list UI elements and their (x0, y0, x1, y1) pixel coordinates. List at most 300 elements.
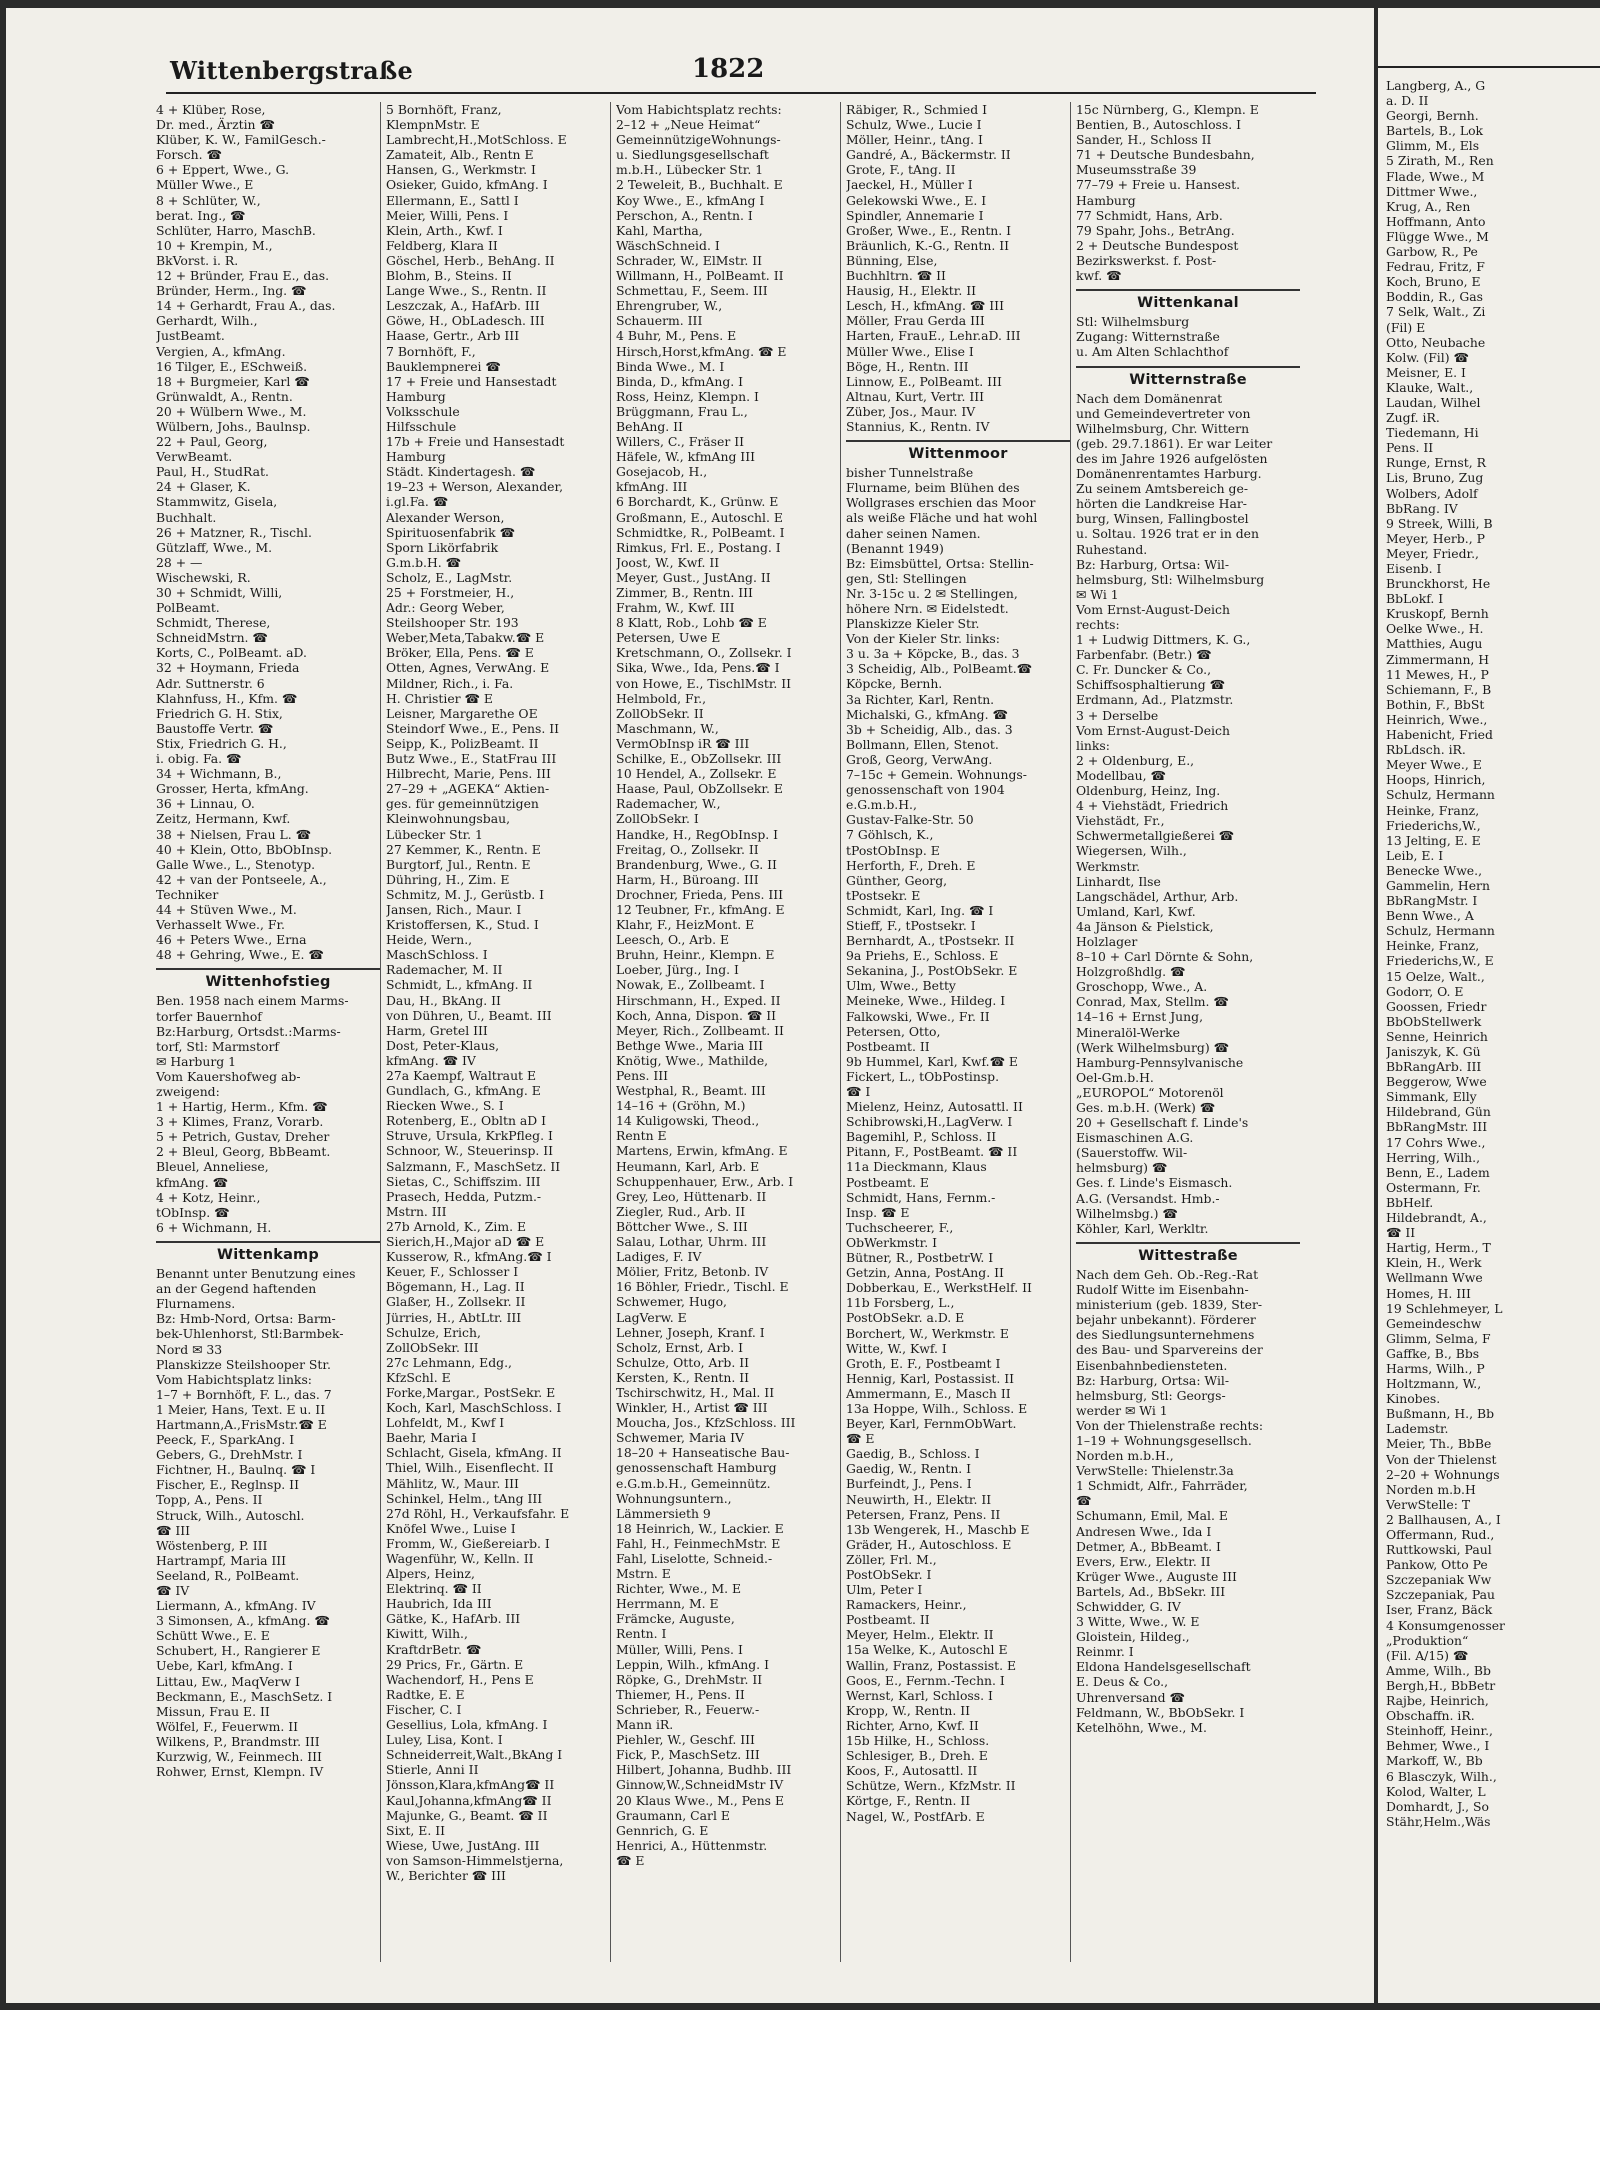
directory-entry: Wülbern, Johs., Baulnsp. (156, 418, 311, 434)
directory-entry: Klüber, K. W., FamilGesch.- (156, 132, 326, 148)
next-page-entry: Benecke Wwe., (1386, 862, 1483, 878)
next-page-entry: Obschaffn. iR. (1386, 1708, 1475, 1724)
directory-entry: Schmidt, Therese, (156, 615, 271, 631)
directory-entry: Seeland, R., PolBeamt. (156, 1567, 300, 1583)
directory-entry: Hartmann,A.,FrisMstr.☎ E (156, 1416, 327, 1432)
directory-entry: Lehner, Joseph, Kranf. I (616, 1324, 765, 1340)
directory-entry: E. Deus & Co., (1076, 1674, 1169, 1690)
directory-entry: „EUROPOL“ Motorenöl (1076, 1084, 1224, 1100)
directory-entry: torfer Bauernhof (156, 1008, 262, 1024)
next-page-entry: Meier, Th., BbBe (1386, 1436, 1492, 1452)
directory-entry: Köhler, Karl, Werkltr. (1076, 1220, 1209, 1236)
directory-entry: Winkler, H., Artist ☎ III (616, 1400, 768, 1416)
directory-entry: 8 + Schlüter, W., (156, 192, 261, 208)
next-page-entry: 9 Streek, Willi, B (1386, 515, 1493, 531)
directory-entry: Burfeindt, J., Pens. I (846, 1476, 972, 1492)
next-page-entry: Harms, Wilh., P (1386, 1360, 1485, 1376)
next-page-entry: Benn, E., Ladem (1386, 1164, 1490, 1180)
directory-entry: Gätke, K., HafArb. III (386, 1611, 521, 1627)
directory-entry: Conrad, Max, Stellm. ☎ (1076, 994, 1229, 1010)
directory-entry: Möller, Heinr., tAng. I (846, 132, 983, 148)
next-page-entry: Otto, Neubache (1386, 334, 1486, 350)
next-page-entry: Kolw. (Fil) ☎ (1386, 349, 1469, 365)
directory-entry: Vom Ernst-August-Deich (1076, 601, 1230, 617)
directory-entry: Harm, H., Büroang. III (616, 871, 759, 887)
directory-entry: Groß, Georg, VerwAng. (846, 751, 993, 767)
directory-entry: 4 Buhr, M., Pens. E (616, 328, 737, 344)
next-page-entry: Fedrau, Fritz, F (1386, 259, 1485, 275)
next-page-entry: Bergh,H., BbBetr (1386, 1677, 1496, 1693)
directory-entry: 3 + Klimes, Franz, Vorarb. (156, 1114, 324, 1130)
directory-entry: Jönsson,Klara,kfmAng☎ II (386, 1777, 555, 1793)
directory-entry: 17 + Freie und Hansestadt (386, 373, 557, 389)
directory-entry: Schumann, Emil, Mal. E (1076, 1508, 1228, 1524)
directory-entry: Lohfeldt, M., Kwf I (386, 1415, 505, 1431)
next-page-entry: Schulz, Hermann (1386, 923, 1495, 939)
directory-entry: Ulm, Peter I (846, 1582, 923, 1598)
directory-entry: Schütze, Wern., KfzMstr. II (846, 1778, 1016, 1794)
directory-entry: 18–20 + Hanseatische Bau- (616, 1445, 790, 1461)
directory-entry: Schubert, H., Rangierer E (156, 1643, 321, 1659)
directory-entry: höhere Nrn. ✉ Eidelstedt. (846, 601, 1009, 616)
directory-entry: Freitag, O., Zollsekr. II (616, 841, 759, 857)
directory-entry: ☎ IV (156, 1583, 190, 1598)
next-page-entry: Benn Wwe., A (1386, 908, 1474, 924)
directory-entry: Feldberg, Klara II (386, 237, 498, 253)
next-page-entry: Laudan, Wilhel (1386, 394, 1481, 410)
directory-entry: Groschopp, Wwe., A. (1076, 979, 1208, 995)
next-page-entry: BbRangArb. III (1386, 1059, 1482, 1075)
directory-entry: torf, Stl: Marmstorf (156, 1038, 279, 1054)
directory-entry: Jansen, Rich., Maur. I (386, 901, 522, 917)
directory-entry: 20 + Wülbern Wwe., M. (156, 403, 307, 419)
next-page-entry: Domhardt, J., So (1386, 1798, 1489, 1814)
next-page-entry: Szczepaniak, Pau (1386, 1587, 1495, 1603)
directory-entry: des Siedlungsunternehmens (1076, 1327, 1255, 1343)
directory-entry: Friedrich G. H. Stix, (156, 705, 283, 721)
directory-entry: H. Christier ☎ E (386, 690, 493, 706)
directory-entry: Grey, Leo, Hüttenarb. II (616, 1188, 767, 1204)
directory-entry: 7–15c + Gemein. Wohnungs- (846, 767, 1027, 783)
directory-entry: Michalski, G., kfmAng. ☎ (846, 706, 1008, 722)
directory-entry: 1–7 + Bornhöft, F. L., das. 7 (156, 1386, 332, 1402)
directory-entry: Schütt Wwe., E. E (156, 1628, 270, 1644)
directory-entry: Eismaschinen A.G. (1076, 1130, 1194, 1146)
directory-entry: Sika, Wwe., Ida, Pens.☎ I (616, 660, 780, 676)
directory-entry: Lange Wwe., S., Rentn. II (386, 283, 547, 299)
directory-entry: tPostObInsp. E (846, 842, 940, 858)
directory-entry: Wiegersen, Wilh., (1076, 843, 1187, 859)
directory-entry: Prasech, Hedda, Putzm.- (386, 1188, 542, 1204)
directory-entry: 10 Hendel, A., Zollsekr. E (616, 766, 777, 782)
directory-entry: Jürries, H., AbtLtr. III (386, 1309, 522, 1325)
directory-entry: Kusserow, R., kfmAng.☎ I (386, 1249, 552, 1265)
next-page-entry: BbRangMstr. I (1386, 893, 1478, 909)
next-page-entry: (Fil. A/15) ☎ (1386, 1647, 1469, 1663)
directory-entry: 5 Bornhöft, Franz, (386, 102, 502, 117)
directory-entry: Schrader, W., ElMstr. II (616, 252, 763, 268)
directory-entry: Feldmann, W., BbObSekr. I (1076, 1704, 1245, 1720)
directory-entry: werder ✉ Wi 1 (1076, 1402, 1168, 1418)
directory-entry: Volksschule (386, 403, 460, 419)
directory-entry: 77–79 + Freie u. Hansest. (1076, 177, 1241, 193)
directory-entry: Detmer, A., BbBeamt. I (1076, 1538, 1221, 1554)
directory-entry: Wischewski, R. (156, 569, 251, 585)
directory-entry: VerwBeamt. (156, 449, 233, 465)
next-page-entry: Gaffke, B., Bbs (1386, 1345, 1480, 1361)
directory-entry: Postbeamt. II (846, 1038, 930, 1054)
directory-entry: ministerium (geb. 1839, Ster- (1076, 1297, 1263, 1313)
directory-entry: Mählitz, W., Maur. III (386, 1475, 519, 1491)
directory-entry: von Howe, E., TischlMstr. II (616, 675, 792, 691)
directory-entry: Hirschmann, H., Exped. II (616, 992, 781, 1008)
directory-entry: Bräunlich, K.-G., Rentn. II (846, 237, 1010, 253)
directory-entry: bejahr unbekannt). Förderer (1076, 1312, 1256, 1328)
directory-entry: 71 + Deutsche Bundesbahn, (1076, 147, 1255, 163)
directory-entry: Kropp, W., Rentn. II (846, 1702, 971, 1718)
next-page-header-rule (1378, 66, 1600, 68)
next-page-entry: 6 Blasczyk, Wilh., (1386, 1768, 1497, 1784)
directory-entry: (Werk Wilhelmsburg) ☎ (1076, 1039, 1230, 1055)
directory-entry: Hansen, G., Werkmstr. I (386, 162, 536, 178)
directory-entry: Piehler, W., Geschf. III (616, 1732, 755, 1748)
directory-entry: Großmann, E., Autoschl. E (616, 509, 783, 525)
directory-entry: Lambrecht,H.,MotSchloss. E (386, 132, 567, 148)
directory-entry: Schmidt, L., kfmAng. II (386, 977, 533, 993)
directory-entry: Gesellius, Lola, kfmAng. I (386, 1717, 548, 1733)
directory-entry: 14–16 + Ernst Jung, (1076, 1009, 1204, 1025)
directory-entry: Fahl, Liselotte, Schneid.- (616, 1551, 773, 1566)
directory-entry: Scholz, E., LagMstr. (386, 569, 513, 585)
next-page-entry: Boddin, R., Gas (1386, 289, 1484, 305)
directory-entry: Weber,Meta,Tabakw.☎ E (386, 630, 545, 646)
directory-entry: Scholz, Ernst, Arb. I (616, 1339, 743, 1355)
next-page-entry: Krug, A., Ren (1386, 198, 1471, 214)
directory-entry: links: (1076, 737, 1110, 753)
directory-entry: 13b Wengerek, H., Maschb E (846, 1521, 1030, 1537)
directory-entry: Ulm, Wwe., Betty (846, 978, 956, 994)
directory-entry: Goos, E., Fernm.-Techn. I (846, 1672, 1005, 1688)
directory-entry: Hilbrecht, Marie, Pens. III (386, 766, 551, 782)
directory-entry: Klahr, F., HeizMont. E (616, 917, 755, 933)
next-page-entry: Rajbe, Heinrich, (1386, 1693, 1489, 1709)
next-page-entry: Steinhoff, Heinr., (1386, 1723, 1493, 1739)
street-heading: Wittenkanal (1076, 289, 1300, 311)
directory-entry: Elektrinq. ☎ II (386, 1581, 482, 1597)
directory-entry: kfmAng. III (616, 479, 688, 495)
directory-entry: Thiemer, H., Pens. II (616, 1686, 745, 1702)
directory-entry: helmsburg) ☎ (1076, 1160, 1168, 1176)
directory-entry: Adr.: Georg Weber, (386, 600, 505, 616)
directory-entry: Fromm, W., Gießereiarb. I (386, 1535, 550, 1551)
directory-entry: Wagenführ, W., Kelln. II (386, 1551, 534, 1566)
directory-entry: Beyer, Karl, FernmObWart. (846, 1416, 1017, 1432)
directory-entry: e.G.m.b.H., Gemeinnütz. (616, 1475, 771, 1491)
directory-entry: 2 + Deutsche Bundespost (1076, 237, 1239, 253)
directory-entry: Schlacht, Gisela, kfmAng. II (386, 1445, 562, 1461)
directory-entry: 4 + Viehstädt, Friedrich (1076, 798, 1229, 814)
next-page-entry: Godorr, O. E (1386, 983, 1464, 999)
directory-entry: 15b Hilke, H., Schloss. (846, 1733, 990, 1749)
directory-entry: Bagemihl, P., Schloss. II (846, 1129, 997, 1145)
next-page-entry: Langberg, A., G (1386, 78, 1486, 93)
directory-entry: Gerhardt, Wilh., (156, 313, 258, 329)
directory-entry: ZollObSekr. III (386, 1339, 479, 1355)
next-page-entry: Brunckhorst, He (1386, 576, 1491, 592)
next-page-entry: RbLdsch. iR. (1386, 742, 1466, 758)
directory-entry: 6 Borchardt, K., Grünw. E (616, 494, 779, 510)
directory-entry: Galle Wwe., L., Stenotyp. (156, 856, 316, 872)
directory-entry: Wachendorf, H., Pens E (386, 1671, 534, 1687)
next-page-entry: Meisner, E. I (1386, 364, 1466, 380)
directory-entry: Kiwitt, Wilh., (386, 1626, 468, 1642)
directory-entry: (Sauerstoffw. Wil- (1076, 1145, 1188, 1161)
directory-entry: 2 + Oldenburg, E., (1076, 752, 1195, 768)
directory-entry: Gräder, H., Autoschloss. E (846, 1536, 1012, 1552)
directory-entry: an der Gegend haftenden (156, 1281, 317, 1297)
directory-entry: Tuchscheerer, F., (846, 1219, 954, 1235)
directory-entry: Bartels, Ad., BbSekr. III (1076, 1583, 1226, 1599)
directory-entry: 3 + Derselbe (1076, 707, 1159, 723)
directory-entry: Röpke, G., DrehMstr. II (616, 1671, 763, 1687)
next-page-entry: Bothin, F., BbSt (1386, 696, 1485, 712)
directory-entry: ZollObSekr. II (616, 705, 704, 721)
next-page-entry: Dittmer Wwe., (1386, 183, 1478, 199)
directory-entry: Luley, Lisa, Kont. I (386, 1732, 503, 1748)
directory-entry: Uhrenversand ☎ (1076, 1689, 1185, 1705)
directory-entry: burg, Winsen, Fallingbostel (1076, 511, 1249, 527)
directory-entry: Mstrn. III (386, 1203, 447, 1219)
directory-entry: Seipp, K., PolizBeamt. II (386, 735, 539, 751)
directory-entry: Salau, Lothar, Uhrm. III (616, 1234, 767, 1250)
directory-entry: 1 Meier, Hans, Text. E u. II (156, 1401, 326, 1417)
directory-entry: Farbenfabr. (Betr.) ☎ (1076, 647, 1212, 663)
directory-entry: A.G. (Versandst. Hmb.- (1076, 1190, 1220, 1206)
directory-entry: Koch, Anna, Dispon. ☎ II (616, 1007, 777, 1023)
directory-entry: Stl: Wilhelmsburg (1076, 314, 1190, 330)
directory-entry: Müller, Willi, Pens. I (616, 1641, 743, 1657)
directory-entry: 12 + Bründer, Frau E., das. (156, 268, 330, 284)
directory-entry: bek-Uhlenhorst, Stl:Barmbek- (156, 1326, 344, 1342)
directory-entry: Bollmann, Ellen, Stenot. (846, 736, 999, 752)
directory-entry: Henrici, A., Hüttenmstr. (616, 1837, 768, 1853)
column-1 (156, 102, 380, 1962)
directory-entry: Rimkus, Frl. E., Postang. I (616, 539, 781, 555)
directory-entry: W., Berichter ☎ III (386, 1867, 506, 1883)
directory-entry: PostObSekr. a.D. E (846, 1310, 965, 1326)
directory-entry: 4a Jänson & Pielstick, (1076, 918, 1214, 934)
directory-entry: PostObSekr. I (846, 1567, 932, 1582)
directory-entry: Zu seinem Amtsbereich ge- (1076, 481, 1249, 497)
directory-entry: Moucha, Jos., KfzSchloss. III (616, 1415, 796, 1431)
next-page-entry: Goossen, Friedr (1386, 998, 1487, 1014)
directory-entry: Dobberkau, E., WerkstHelf. II (846, 1280, 1032, 1296)
directory-entry: Spindler, Annemarie I (846, 207, 984, 223)
directory-entry: des Bau- und Sparvereins der (1076, 1342, 1263, 1358)
directory-entry: Baustoffe Vertr. ☎ (156, 720, 274, 736)
next-page-column (1386, 78, 1600, 1829)
directory-entry: 24 + Glaser, K. (156, 479, 251, 495)
directory-entry: e.G.m.b.H., (846, 797, 917, 813)
directory-entry: 20 Klaus Wwe., M., Pens E (616, 1792, 785, 1808)
directory-entry: ✉ Harburg 1 (156, 1053, 237, 1069)
directory-entry: gen, Stl: Stellingen (846, 570, 967, 586)
directory-entry: 4 + Kotz, Heinr., (156, 1189, 261, 1205)
directory-entry: Leszczak, A., HafArb. III (386, 298, 540, 314)
directory-entry: Borchert, W., Werkmstr. E (846, 1325, 1009, 1341)
directory-entry: Gustav-Falke-Str. 50 (846, 812, 974, 828)
directory-entry: 79 Spahr, Johs., BetrAng. (1076, 222, 1235, 238)
directory-entry: Helmbold, Fr., (616, 690, 707, 706)
directory-entry: Schulze, Otto, Arb. II (616, 1354, 750, 1370)
directory-entry: Schuppenhauer, Erw., Arb. I (616, 1173, 794, 1189)
directory-entry: 17b + Freie und Hansestadt (386, 434, 565, 450)
directory-entry: Bleuel, Anneliese, (156, 1159, 269, 1175)
directory-entry: Böge, H., Rentn. III (846, 358, 969, 374)
directory-entry: VerwStelle: Thielenstr.3a (1076, 1463, 1234, 1479)
directory-entry: Knötig, Wwe., Mathilde, (616, 1052, 769, 1068)
directory-entry: Postbeamt. E (846, 1174, 929, 1190)
directory-entry: Topp, A., Pens. II (156, 1492, 263, 1508)
directory-entry: Kaul,Johanna,kfmAng☎ II (386, 1792, 552, 1808)
directory-entry: Zamateit, Alb., Rentn E (386, 147, 534, 163)
next-page-entry: Markoff, W., Bb (1386, 1753, 1483, 1769)
next-page-entry: „Produktion“ (1386, 1632, 1469, 1648)
directory-entry: Rohwer, Ernst, Klempn. IV (156, 1764, 324, 1780)
directory-entry: Buchhalt. (156, 509, 217, 525)
directory-entry: Sander, H., Schloss II (1076, 132, 1212, 148)
directory-entry: Gebers, G., DrehMstr. I (156, 1447, 303, 1463)
directory-entry: Drochner, Frieda, Pens. III (616, 886, 784, 902)
column-divider (840, 102, 841, 1962)
directory-entry: Struve, Ursula, KrkPfleg. I (386, 1128, 553, 1144)
directory-entry: Wilhelmsbg.) ☎ (1076, 1205, 1178, 1221)
directory-entry: ☎ I (846, 1084, 871, 1099)
directory-entry: Gandré, A., Bäckermstr. II (846, 147, 1011, 163)
directory-entry: Lämmersieth 9 (616, 1505, 711, 1521)
directory-entry: Brandenburg, Wwe., G. II (616, 856, 777, 872)
directory-entry: Von der Kieler Str. links: (846, 631, 1000, 647)
directory-entry: Neuwirth, H., Elektr. II (846, 1491, 992, 1507)
directory-entry: 16 Böhler, Friedr., Tischl. E (616, 1279, 789, 1295)
directory-entry: JustBeamt. (156, 328, 225, 344)
directory-entry: helmsburg, Stl: Wilhelmsburg (1076, 571, 1265, 587)
directory-entry: Rudolf Witte im Eisenbahn- (1076, 1282, 1249, 1298)
next-page-entry: Kruskopf, Bernh (1386, 606, 1489, 622)
directory-entry: Binda Wwe., M. I (616, 358, 725, 374)
next-page-entry: 4 Konsumgenosser (1386, 1617, 1505, 1633)
directory-entry: 28 + — (156, 554, 203, 570)
directory-entry: Frahm, W., Kwf. III (616, 600, 735, 616)
directory-entry: Handke, H., RegObInsp. I (616, 826, 779, 842)
directory-entry: 1–19 + Wohnungsgesellsch. (1076, 1432, 1252, 1448)
directory-entry: Rademacher, M. II (386, 962, 503, 978)
directory-entry: Mildner, Rich., i. Fa. (386, 675, 514, 691)
directory-entry: Ben. 1958 nach einem Marms- (156, 993, 349, 1009)
directory-entry: PolBeamt. (156, 600, 220, 616)
directory-entry: Lesch, H., kfmAng. ☎ III (846, 298, 1004, 314)
directory-entry: Hilfsschule (386, 418, 457, 434)
directory-entry: Rotenberg, E., Obltn aD I (386, 1113, 547, 1129)
directory-entry: 27 Kemmer, K., Rentn. E (386, 841, 541, 857)
directory-entry: Steindorf Wwe., E., Pens. II (386, 720, 560, 736)
directory-entry: 34 + Wichmann, B., (156, 766, 282, 782)
directory-entry: Verhasselt Wwe., Fr. (156, 917, 285, 933)
directory-entry: hörten die Landkreise Har- (1076, 496, 1247, 512)
directory-entry: SchneidMstrn. ☎ (156, 630, 268, 646)
next-page-entry: Friederichs,W., (1386, 817, 1481, 833)
directory-entry: Wöstenberg, P. III (156, 1537, 268, 1553)
directory-entry: Radtke, E. E (386, 1686, 465, 1702)
directory-entry: als weiße Fläche und hat wohl (846, 510, 1038, 526)
directory-entry: 6 + Eppert, Wwe., G. (156, 162, 290, 178)
directory-entry: Kristoffersen, K., Stud. I (386, 917, 539, 933)
street-heading: Wittenmoor (846, 440, 1070, 462)
directory-entry: Thiel, Wilh., Eisenflecht. II (386, 1460, 554, 1476)
directory-entry: Kleinwohnungsbau, (386, 811, 511, 827)
directory-entry: Postbeamt. II (846, 1612, 930, 1628)
directory-entry: MaschSchloss. I (386, 947, 488, 963)
next-page-entry: Beggerow, Wwe (1386, 1074, 1487, 1090)
directory-entry: Fischer, C. I (386, 1701, 462, 1717)
directory-entry: Alexander Werson, (386, 509, 505, 525)
directory-entry: 42 + van der Pontseele, A., (156, 871, 327, 887)
directory-entry: Forsch. ☎ (156, 147, 222, 163)
directory-entry: Nach dem Geh. Ob.-Reg.-Rat (1076, 1266, 1259, 1282)
directory-entry: Koos, F., Autosattl. II (846, 1763, 978, 1779)
directory-entry: Schulz, Wwe., Lucie I (846, 117, 982, 133)
next-page-entry: Schiemann, F., B (1386, 681, 1492, 697)
directory-entry: Glaßer, H., Zollsekr. II (386, 1294, 526, 1310)
directory-entry: 25 + Forstmeier, H., (386, 585, 515, 600)
directory-entry: 9a Priehs, E., Schloss. E (846, 948, 999, 964)
next-page-entry: Meyer, Friedr., (1386, 545, 1479, 561)
next-page-entry: 17 Cohrs Wwe., (1386, 1134, 1486, 1150)
directory-entry: Fichtner, H., Baulnq. ☎ I (156, 1462, 316, 1478)
next-page-entry: Janiszyk, K. Gü (1386, 1044, 1481, 1059)
directory-entry: BehAng. II (616, 418, 683, 434)
directory-entry: KraftdrBetr. ☎ (386, 1641, 482, 1657)
directory-entry: tObInsp. ☎ (156, 1204, 230, 1220)
directory-entry: C. Fr. Duncker & Co., (1076, 662, 1212, 678)
next-page-entry: Schulz, Hermann (1386, 787, 1495, 803)
directory-entry: 29 Prics, Fr., Gärtn. E (386, 1656, 524, 1672)
directory-entry: Struck, Wilh., Autoschl. (156, 1507, 305, 1523)
directory-entry: 13a Hoppe, Wilh., Schloss. E (846, 1400, 1028, 1416)
directory-entry: Göwe, H., ObLadesch. III (386, 313, 545, 329)
column-5 (1076, 102, 1300, 1962)
directory-entry: Petersen, Uwe E (616, 630, 721, 646)
directory-entry: Von der Thielenstraße rechts: (1076, 1417, 1264, 1433)
directory-entry: helmsburg, Stl: Georgs- (1076, 1387, 1226, 1403)
next-page-entry: Matthies, Augu (1386, 636, 1483, 652)
next-page-entry: BbRangMstr. III (1386, 1119, 1488, 1135)
directory-entry: tPostsekr. E (846, 887, 921, 903)
directory-entry: Bz:Harburg, Ortsdst.:Marms- (156, 1023, 341, 1039)
directory-entry: 15a Welke, K., Autoschl E (846, 1642, 1008, 1658)
directory-entry: LagVerw. E (616, 1309, 687, 1325)
next-page-entry: Runge, Ernst, R (1386, 455, 1486, 471)
directory-entry: Werkmstr. (1076, 858, 1141, 874)
directory-entry: u. Am Alten Schlachthof (1076, 344, 1229, 360)
directory-entry: Stieff, F., tPostsekr. I (846, 917, 976, 933)
directory-entry: Främcke, Auguste, (616, 1611, 735, 1627)
directory-entry: Evers, Erw., Elektr. II (1076, 1553, 1211, 1569)
next-page-entry: Herring, Wilh., (1386, 1149, 1481, 1165)
next-page-entry: Kinobes. (1386, 1391, 1441, 1407)
directory-entry: 3 Simonsen, A., kfmAng. ☎ (156, 1613, 330, 1629)
next-page-entry: Ostermann, Fr. (1386, 1179, 1481, 1195)
